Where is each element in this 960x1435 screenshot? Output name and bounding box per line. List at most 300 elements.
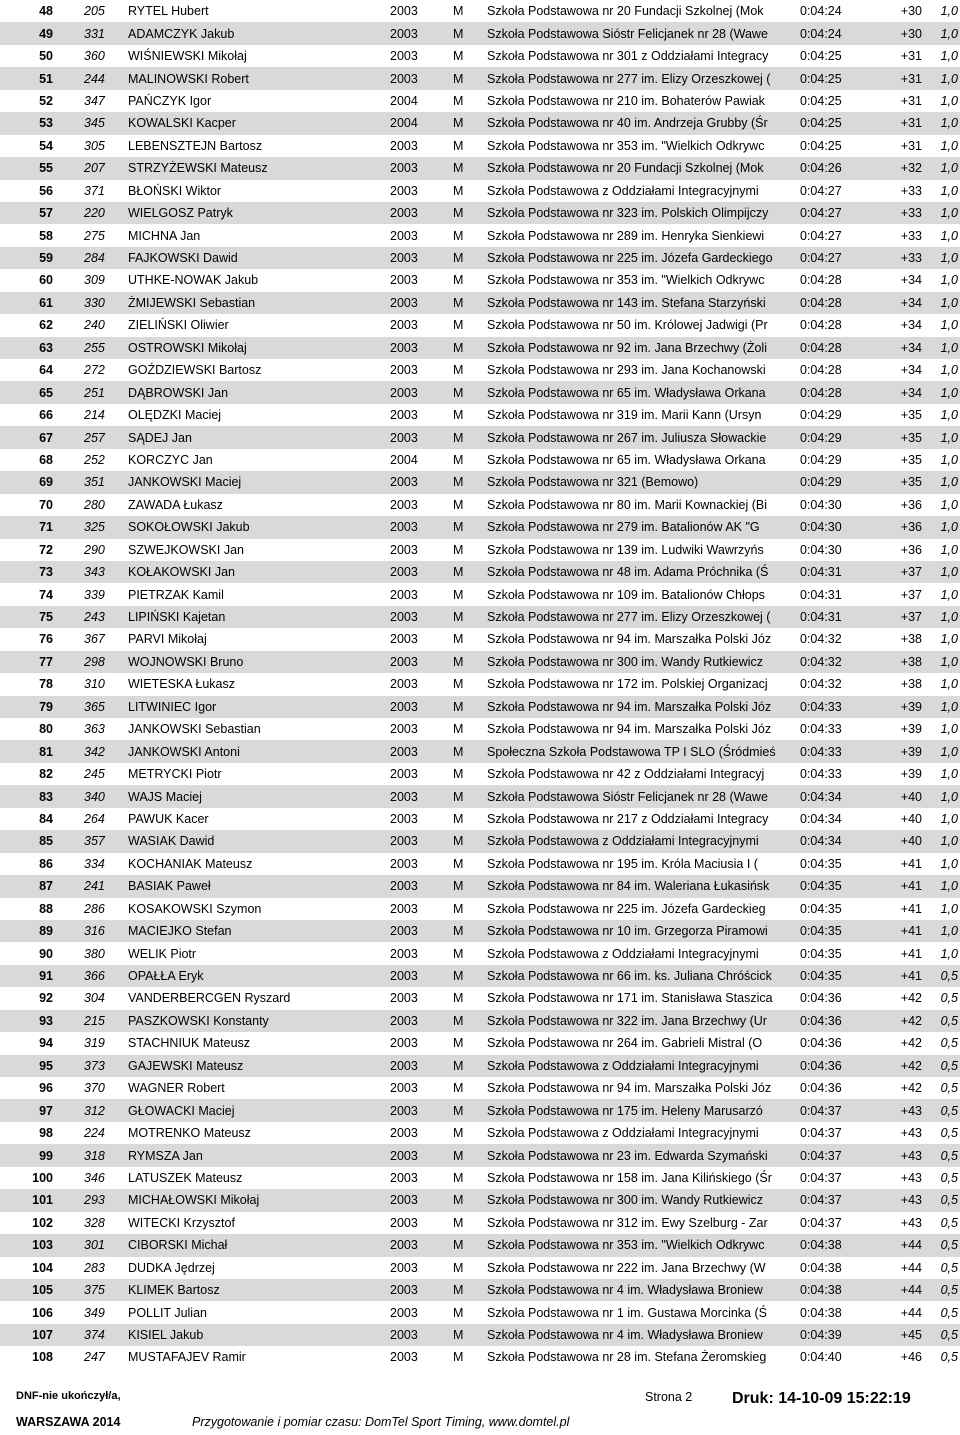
time-behind: +38 (900, 677, 922, 692)
birth-year: 2003 (390, 206, 418, 221)
table-row (0, 561, 960, 583)
school-name: Szkoła Podstawowa z Oddziałami Integracyjnymi (487, 946, 759, 961)
athlete-name: MICHAŁOWSKI Mikołaj (128, 1193, 260, 1208)
sex: M (453, 251, 464, 266)
points: 0,5 (940, 1081, 958, 1096)
time-behind: +30 (900, 26, 922, 41)
points: 0,5 (940, 1126, 958, 1141)
sex: M (453, 811, 464, 826)
sex: M (453, 430, 464, 445)
result-bib: 272 (84, 363, 105, 378)
time-behind: +33 (900, 183, 922, 198)
result-bib: 340 (84, 789, 105, 804)
finish-time: 0:04:32 (800, 632, 842, 647)
athlete-name: WELIK Piotr (128, 946, 197, 961)
result-bib: 360 (84, 49, 105, 64)
points: 0,5 (940, 1103, 958, 1118)
table-row (0, 247, 960, 269)
result-bib: 319 (84, 1036, 105, 1051)
table-row (0, 381, 960, 403)
athlete-name: ZAWADA Łukasz (128, 497, 223, 512)
finish-time: 0:04:27 (800, 251, 842, 266)
birth-year: 2003 (390, 295, 418, 310)
result-place: 61 (39, 295, 53, 310)
school-name: Szkoła Podstawowa nr 20 Fundacji Szkolnej (Mok (487, 161, 764, 176)
athlete-name: KISIEL Jakub (128, 1328, 204, 1343)
result-bib: 334 (84, 856, 105, 871)
result-bib: 257 (84, 430, 105, 445)
points: 1,0 (940, 834, 958, 849)
time-behind: +34 (900, 273, 922, 288)
athlete-name: SZWEJKOWSKI Jan (128, 542, 244, 557)
birth-year: 2003 (390, 273, 418, 288)
finish-time: 0:04:28 (800, 385, 842, 400)
time-behind: +45 (900, 1328, 922, 1343)
points: 1,0 (940, 924, 958, 939)
finish-time: 0:04:35 (800, 879, 842, 894)
sex: M (453, 1126, 464, 1141)
points: 1,0 (940, 161, 958, 176)
finish-time: 0:04:29 (800, 452, 842, 467)
result-place: 58 (39, 228, 53, 243)
athlete-name: LITWINIEC Igor (128, 699, 217, 714)
sex: M (453, 273, 464, 288)
school-name: Szkoła Podstawowa nr 293 im. Jana Kochanowski (487, 363, 766, 378)
athlete-name: GAJEWSKI Mateusz (128, 1058, 244, 1073)
school-name: Społeczna Szkoła Podstawowa TP I SLO (Śródmieś (487, 744, 776, 759)
table-row (0, 718, 960, 740)
birth-year: 2003 (390, 587, 418, 602)
birth-year: 2003 (390, 1215, 418, 1230)
school-name: Szkoła Podstawowa nr 264 im. Gabrieli Mistral (O (487, 1036, 763, 1051)
time-behind: +31 (900, 71, 922, 86)
result-bib: 264 (84, 811, 105, 826)
time-behind: +37 (900, 610, 922, 625)
school-name: Szkoła Podstawowa nr 94 im. Marszałka Polski Józ (487, 699, 772, 714)
sex: M (453, 1081, 464, 1096)
athlete-name: RYMSZA Jan (128, 1148, 203, 1163)
time-behind: +41 (900, 924, 922, 939)
finish-time: 0:04:30 (800, 497, 842, 512)
sex: M (453, 1148, 464, 1163)
finish-time: 0:04:25 (800, 49, 842, 64)
table-row (0, 651, 960, 673)
sex: M (453, 1170, 464, 1185)
result-place: 49 (39, 26, 53, 41)
time-behind: +42 (900, 1013, 922, 1028)
athlete-name: ŻMIJEWSKI Sebastian (128, 295, 256, 310)
table-row (0, 1144, 960, 1166)
finish-time: 0:04:36 (800, 1081, 842, 1096)
birth-year: 2003 (390, 1283, 418, 1298)
points: 1,0 (940, 251, 958, 266)
result-place: 97 (39, 1103, 53, 1118)
points: 1,0 (940, 183, 958, 198)
points: 1,0 (940, 430, 958, 445)
result-place: 100 (32, 1170, 53, 1185)
finish-time: 0:04:35 (800, 856, 842, 871)
finish-time: 0:04:29 (800, 430, 842, 445)
result-bib: 366 (84, 969, 105, 984)
birth-year: 2003 (390, 834, 418, 849)
result-place: 50 (39, 49, 53, 64)
school-name: Szkoła Podstawowa nr 289 im. Henryka Sienkiewi (487, 228, 765, 243)
athlete-name: WITECKI Krzysztof (128, 1215, 235, 1230)
athlete-name: WASIAK Dawid (128, 834, 215, 849)
result-bib: 298 (84, 654, 105, 669)
time-behind: +34 (900, 295, 922, 310)
birth-year: 2003 (390, 183, 418, 198)
time-behind: +37 (900, 587, 922, 602)
finish-time: 0:04:33 (800, 699, 842, 714)
points: 1,0 (940, 856, 958, 871)
athlete-name: CIBORSKI Michał (128, 1238, 228, 1253)
athlete-name: MOTRENKO Mateusz (128, 1126, 251, 1141)
result-bib: 205 (84, 4, 105, 19)
birth-year: 2003 (390, 385, 418, 400)
school-name: Szkoła Podstawowa nr 279 im. Batalionów AK "G (487, 520, 760, 535)
sex: M (453, 228, 464, 243)
time-behind: +42 (900, 991, 922, 1006)
points: 0,5 (940, 991, 958, 1006)
table-row (0, 1301, 960, 1323)
finish-time: 0:04:38 (800, 1305, 842, 1320)
sex: M (453, 1238, 464, 1253)
athlete-name: MACIEJKO Stefan (128, 924, 232, 939)
result-bib: 312 (84, 1103, 105, 1118)
time-behind: +34 (900, 363, 922, 378)
table-row (0, 359, 960, 381)
result-bib: 215 (84, 1013, 105, 1028)
table-row (0, 920, 960, 942)
athlete-name: WOJNOWSKI Bruno (128, 654, 244, 669)
time-behind: +36 (900, 520, 922, 535)
dnf-note: DNF-nie ukończył/a, (16, 1390, 121, 1402)
result-bib: 207 (84, 161, 105, 176)
result-bib: 349 (84, 1305, 105, 1320)
finish-time: 0:04:34 (800, 834, 842, 849)
time-behind: +40 (900, 811, 922, 826)
table-row (0, 987, 960, 1009)
school-name: Szkoła Podstawowa nr 109 im. Batalionów Chłops (487, 587, 765, 602)
school-name: Szkoła Podstawowa nr 40 im. Andrzeja Grubby (Śr (487, 116, 768, 131)
points: 0,5 (940, 1170, 958, 1185)
table-row (0, 1189, 960, 1211)
finish-time: 0:04:36 (800, 1013, 842, 1028)
athlete-name: OSTROWSKI Mikołaj (128, 340, 247, 355)
result-bib: 367 (84, 632, 105, 647)
time-behind: +33 (900, 206, 922, 221)
time-behind: +31 (900, 93, 922, 108)
finish-time: 0:04:37 (800, 1148, 842, 1163)
table-row (0, 673, 960, 695)
table-row (0, 180, 960, 202)
sex: M (453, 4, 464, 19)
time-behind: +43 (900, 1148, 922, 1163)
time-behind: +32 (900, 161, 922, 176)
points: 0,5 (940, 1193, 958, 1208)
sex: M (453, 969, 464, 984)
table-row (0, 202, 960, 224)
result-bib: 251 (84, 385, 105, 400)
birth-year: 2003 (390, 363, 418, 378)
table-row (0, 875, 960, 897)
result-bib: 346 (84, 1170, 105, 1185)
points: 0,5 (940, 1260, 958, 1275)
result-place: 106 (32, 1305, 53, 1320)
finish-time: 0:04:28 (800, 273, 842, 288)
result-place: 99 (39, 1148, 53, 1163)
school-name: Szkoła Podstawowa nr 300 im. Wandy Rutkiewicz (487, 1193, 764, 1208)
result-bib: 328 (84, 1215, 105, 1230)
result-bib: 240 (84, 318, 105, 333)
table-row (0, 808, 960, 830)
points: 1,0 (940, 744, 958, 759)
time-behind: +39 (900, 744, 922, 759)
sex: M (453, 879, 464, 894)
points: 1,0 (940, 318, 958, 333)
school-name: Szkoła Podstawowa nr 217 z Oddziałami Integracy (487, 811, 769, 826)
sex: M (453, 138, 464, 153)
birth-year: 2003 (390, 1148, 418, 1163)
table-row (0, 224, 960, 246)
result-place: 105 (32, 1283, 53, 1298)
points: 1,0 (940, 632, 958, 647)
birth-year: 2003 (390, 340, 418, 355)
school-name: Szkoła Podstawowa nr 28 im. Stefana Żeromskieg (487, 1350, 767, 1365)
athlete-name: KORCZYC Jan (128, 452, 213, 467)
school-name: Szkoła Podstawowa nr 94 im. Marszałka Polski Józ (487, 632, 772, 647)
school-name: Szkoła Podstawowa z Oddziałami Integracyjnymi (487, 1126, 759, 1141)
birth-year: 2003 (390, 4, 418, 19)
table-row (0, 135, 960, 157)
result-place: 80 (39, 722, 53, 737)
sex: M (453, 408, 464, 423)
time-behind: +41 (900, 946, 922, 961)
finish-time: 0:04:24 (800, 4, 842, 19)
athlete-name: LEBENSZTEJN Bartosz (128, 138, 263, 153)
points: 1,0 (940, 565, 958, 580)
school-name: Szkoła Podstawowa nr 94 im. Marszałka Polski Józ (487, 722, 772, 737)
birth-year: 2003 (390, 1193, 418, 1208)
finish-time: 0:04:37 (800, 1215, 842, 1230)
points: 1,0 (940, 26, 958, 41)
athlete-name: JANKOWSKI Maciej (128, 475, 242, 490)
school-name: Szkoła Podstawowa nr 312 im. Ewy Szelburg - Zar (487, 1215, 768, 1230)
finish-time: 0:04:36 (800, 1058, 842, 1073)
athlete-name: PAŃCZYK Igor (128, 93, 212, 108)
points: 0,5 (940, 1350, 958, 1365)
finish-time: 0:04:36 (800, 991, 842, 1006)
result-place: 71 (39, 520, 53, 535)
result-bib: 331 (84, 26, 105, 41)
time-behind: +39 (900, 699, 922, 714)
school-name: Szkoła Podstawowa nr 321 (Bemowo) (487, 475, 699, 490)
points: 1,0 (940, 363, 958, 378)
athlete-name: BŁOŃSKI Wiktor (128, 183, 222, 198)
points: 1,0 (940, 722, 958, 737)
time-behind: +35 (900, 452, 922, 467)
finish-time: 0:04:25 (800, 138, 842, 153)
birth-year: 2003 (390, 1350, 418, 1365)
birth-year: 2003 (390, 1305, 418, 1320)
result-place: 75 (39, 610, 53, 625)
birth-year: 2004 (390, 452, 418, 467)
birth-year: 2003 (390, 946, 418, 961)
result-bib: 380 (84, 946, 105, 961)
birth-year: 2003 (390, 699, 418, 714)
birth-year: 2003 (390, 677, 418, 692)
finish-time: 0:04:36 (800, 1036, 842, 1051)
table-row (0, 22, 960, 44)
table-row (0, 314, 960, 336)
sex: M (453, 497, 464, 512)
time-behind: +41 (900, 901, 922, 916)
time-behind: +42 (900, 1036, 922, 1051)
athlete-name: KOŁAKOWSKI Jan (128, 565, 235, 580)
result-place: 88 (39, 901, 53, 916)
school-name: Szkoła Podstawowa z Oddziałami Integracyjnymi (487, 1058, 759, 1073)
points: 1,0 (940, 71, 958, 86)
result-bib: 280 (84, 497, 105, 512)
finish-time: 0:04:29 (800, 408, 842, 423)
athlete-name: STACHNIUK Mateusz (128, 1036, 251, 1051)
time-behind: +35 (900, 408, 922, 423)
time-behind: +43 (900, 1193, 922, 1208)
sex: M (453, 206, 464, 221)
table-row (0, 90, 960, 112)
result-bib: 374 (84, 1328, 105, 1343)
points: 1,0 (940, 677, 958, 692)
result-bib: 345 (84, 116, 105, 131)
time-behind: +31 (900, 116, 922, 131)
table-row (0, 539, 960, 561)
athlete-name: ZIELIŃSKI Oliwier (128, 318, 229, 333)
points: 1,0 (940, 295, 958, 310)
sex: M (453, 116, 464, 131)
result-bib: 245 (84, 767, 105, 782)
table-row (0, 67, 960, 89)
athlete-name: BASIAK Paweł (128, 879, 211, 894)
points: 1,0 (940, 610, 958, 625)
school-name: Szkoła Podstawowa nr 65 im. Władysława Orkana (487, 385, 766, 400)
result-bib: 214 (84, 408, 105, 423)
time-behind: +34 (900, 340, 922, 355)
athlete-name: MUSTAFAJEV Ramir (128, 1350, 246, 1365)
result-bib: 316 (84, 924, 105, 939)
birth-year: 2003 (390, 767, 418, 782)
athlete-name: JANKOWSKI Antoni (128, 744, 240, 759)
athlete-name: OLĘDZKI Maciej (128, 408, 222, 423)
birth-year: 2003 (390, 497, 418, 512)
table-row (0, 696, 960, 718)
school-name: Szkoła Podstawowa nr 172 im. Polskiej Organizacj (487, 677, 768, 692)
time-behind: +46 (900, 1350, 922, 1365)
school-name: Szkoła Podstawowa nr 195 im. Króla Maciusia I ( (487, 856, 758, 871)
result-place: 102 (32, 1215, 53, 1230)
table-row (0, 471, 960, 493)
result-place: 94 (39, 1036, 53, 1051)
school-name: Szkoła Podstawowa nr 23 im. Edwarda Szymański (487, 1148, 768, 1163)
time-behind: +40 (900, 789, 922, 804)
points: 0,5 (940, 1058, 958, 1073)
points: 1,0 (940, 206, 958, 221)
result-bib: 375 (84, 1283, 105, 1298)
time-behind: +35 (900, 430, 922, 445)
athlete-name: SĄDEJ Jan (128, 430, 192, 445)
birth-year: 2003 (390, 901, 418, 916)
school-name: Szkoła Podstawowa nr 267 im. Juliusza Słowackie (487, 430, 767, 445)
result-place: 87 (39, 879, 53, 894)
school-name: Szkoła Podstawowa nr 139 im. Ludwiki Wawrzyńs (487, 542, 764, 557)
birth-year: 2003 (390, 654, 418, 669)
athlete-name: WAJS Maciej (128, 789, 202, 804)
points: 0,5 (940, 1283, 958, 1298)
sex: M (453, 565, 464, 580)
result-place: 96 (39, 1081, 53, 1096)
result-place: 62 (39, 318, 53, 333)
athlete-name: WIETESKA Łukasz (128, 677, 235, 692)
table-row (0, 1010, 960, 1032)
time-behind: +36 (900, 542, 922, 557)
time-behind: +44 (900, 1238, 922, 1253)
school-name: Szkoła Podstawowa nr 1 im. Gustawa Morcinka (Ś (487, 1305, 767, 1320)
athlete-name: DUDKA Jędrzej (128, 1260, 215, 1275)
table-row (0, 516, 960, 538)
sex: M (453, 924, 464, 939)
time-behind: +43 (900, 1103, 922, 1118)
time-behind: +37 (900, 565, 922, 580)
points: 1,0 (940, 542, 958, 557)
school-name: Szkoła Podstawowa nr 94 im. Marszałka Polski Józ (487, 1081, 772, 1096)
points: 1,0 (940, 93, 958, 108)
athlete-name: KOCHANIAK Mateusz (128, 856, 253, 871)
sex: M (453, 722, 464, 737)
table-row (0, 337, 960, 359)
time-behind: +41 (900, 969, 922, 984)
time-behind: +31 (900, 49, 922, 64)
table-row (0, 898, 960, 920)
sex: M (453, 1193, 464, 1208)
result-bib: 247 (84, 1350, 105, 1365)
points: 1,0 (940, 385, 958, 400)
school-name: Szkoła Podstawowa nr 10 im. Grzegorza Piramowi (487, 924, 768, 939)
result-place: 76 (39, 632, 53, 647)
result-place: 69 (39, 475, 53, 490)
result-place: 77 (39, 654, 53, 669)
finish-time: 0:04:35 (800, 946, 842, 961)
athlete-name: ADAMCZYK Jakub (128, 26, 235, 41)
print-timestamp: Druk: 14-10-09 15:22:19 (732, 1390, 911, 1407)
result-place: 82 (39, 767, 53, 782)
school-name: Szkoła Podstawowa nr 210 im. Bohaterów Pawiak (487, 93, 765, 108)
sex: M (453, 1260, 464, 1275)
athlete-name: DĄBROWSKI Jan (128, 385, 229, 400)
table-row (0, 942, 960, 964)
birth-year: 2003 (390, 879, 418, 894)
sex: M (453, 26, 464, 41)
finish-time: 0:04:37 (800, 1103, 842, 1118)
finish-time: 0:04:31 (800, 610, 842, 625)
athlete-name: GŁOWACKI Maciej (128, 1103, 235, 1118)
sex: M (453, 1036, 464, 1051)
athlete-name: PAWUK Kacer (128, 811, 209, 826)
points: 0,5 (940, 969, 958, 984)
finish-time: 0:04:40 (800, 1350, 842, 1365)
finish-time: 0:04:34 (800, 811, 842, 826)
school-name: Szkoła Podstawowa Sióstr Felicjanek nr 28 (Wawe (487, 789, 768, 804)
points: 1,0 (940, 946, 958, 961)
